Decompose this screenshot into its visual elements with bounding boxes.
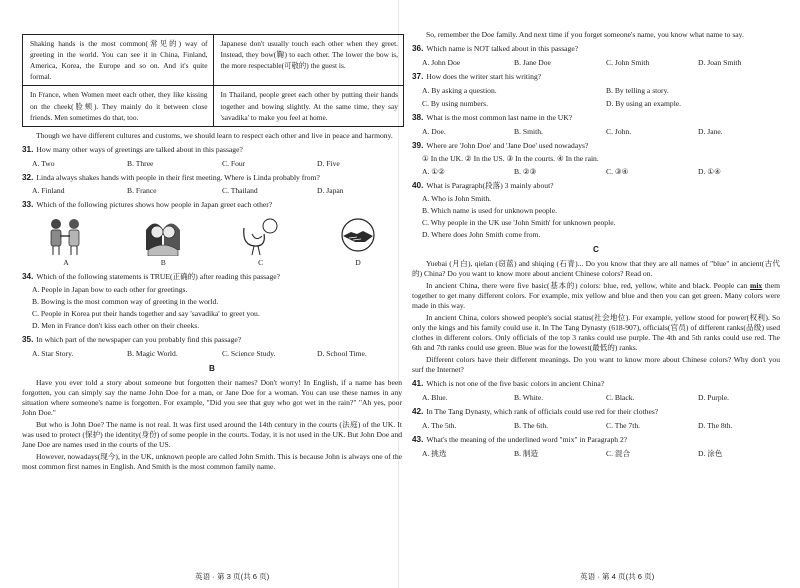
option[interactable]: A. Star Story. bbox=[32, 349, 74, 359]
option[interactable]: A. ①② bbox=[422, 167, 445, 177]
cheek-kiss-icon bbox=[140, 216, 186, 256]
option[interactable]: D. Jane. bbox=[698, 126, 723, 136]
option[interactable]: B. ②③ bbox=[514, 167, 537, 177]
underlined-word: mix bbox=[750, 281, 763, 291]
question-33 bbox=[22, 200, 402, 268]
question-number: 35. bbox=[22, 335, 34, 345]
option[interactable]: A. People in Japan bow to each other for greetings. bbox=[32, 285, 188, 295]
option[interactable]: C. The 7th. bbox=[606, 420, 641, 430]
question-text: How does the writer start his writing? bbox=[426, 71, 542, 81]
question-42 bbox=[412, 407, 780, 431]
table-cell: Shaking hands is the most common(常见的) way of greeting in the world. You can see it in China, Finland, America, Korea, the Europe and so on. And it's quite formal. bbox=[23, 35, 214, 86]
text-run: them together to get many different colors. For example, mix yellow and blue and then you can get green. Many colors were made in this way. bbox=[412, 281, 780, 311]
question-38 bbox=[412, 113, 780, 137]
question-text: Where are 'John Doe' and 'Jane Doe' used nowadays? bbox=[426, 140, 589, 150]
option[interactable]: B. 制造 bbox=[514, 448, 539, 458]
option[interactable]: A. The 5th. bbox=[422, 420, 457, 430]
page-footer-right: 英语 · 第 4 页(共 6 页) bbox=[580, 572, 655, 581]
picture-label: D bbox=[355, 258, 361, 268]
option[interactable]: D. Japan bbox=[317, 186, 344, 196]
question-number: 37. bbox=[412, 71, 424, 81]
picture-option-b[interactable] bbox=[133, 216, 193, 268]
question-number: 34. bbox=[22, 272, 34, 282]
question-number: 39. bbox=[412, 140, 424, 150]
left-page bbox=[22, 0, 402, 474]
option[interactable]: C. John Smith bbox=[606, 57, 650, 67]
question-number: 38. bbox=[412, 112, 424, 122]
option[interactable]: C. By using numbers. bbox=[422, 98, 489, 108]
question-39 bbox=[412, 141, 780, 178]
option[interactable]: B. Three bbox=[127, 158, 154, 168]
passage-c-paragraph: In ancient China, colors showed people's social status(社会地位). For example, yellow stood for power(权利). So only the kings and his family could use it. In The Tang Dynasty (618-907), officials(官员) of different ranks(品级) used clothes in different colors. Only officials of the top 3 ranks could use purple. The 4th and 5th ranks could use red. The 6th and 7th ranks could use green. Blue was for the lowest(最低的) ranks. bbox=[412, 313, 780, 353]
option[interactable]: C. Black. bbox=[606, 393, 635, 403]
option[interactable]: D. Purple. bbox=[698, 393, 730, 403]
option[interactable]: D. 涂色 bbox=[698, 448, 723, 458]
picture-option-c[interactable] bbox=[231, 216, 291, 268]
statement-list: ① In the UK. ② In the US. ③ In the courts. ④ In the rain. bbox=[422, 154, 599, 164]
picture-option-d[interactable] bbox=[328, 216, 388, 268]
question-37 bbox=[412, 72, 780, 109]
option[interactable]: D. Where does John Smith come from. bbox=[422, 230, 541, 240]
picture-label: C bbox=[258, 258, 264, 268]
option[interactable]: A. John Doe bbox=[422, 57, 461, 67]
option[interactable]: A. 挑选 bbox=[422, 448, 447, 458]
passage-b-paragraph: However, nowadays(现今), in the UK, unknown people are called John Smith. This is because John is always one of the most common first names in English. And Smith is the most common family name. bbox=[22, 451, 402, 471]
option[interactable]: C. John. bbox=[606, 126, 632, 136]
question-41 bbox=[412, 379, 780, 403]
handshake-icon bbox=[335, 216, 381, 256]
question-40 bbox=[412, 181, 780, 240]
option[interactable]: A. Doe. bbox=[422, 126, 446, 136]
passage-b-paragraph: But who is John Doe? The name is not real. It was first used around the 14th century in the courts (法庭) of the UK. It was used to protect (保护) the identity(身份) of some people in the courts. Today, it is not used in the UK. But John Doe and Jane Doe are names used in the courts of the US. bbox=[22, 419, 402, 449]
passage-c-paragraph bbox=[412, 281, 780, 311]
question-text: Linda always shakes hands with people in their first meeting. Where is Linda probably from? bbox=[36, 172, 320, 182]
option[interactable]: D. Joan Smith bbox=[698, 57, 742, 67]
option[interactable]: D. The 8th. bbox=[698, 420, 733, 430]
option[interactable]: A. By asking a question. bbox=[422, 85, 497, 95]
question-text: In which part of the newspaper can you probably find this passage? bbox=[36, 335, 242, 345]
question-text: Which of the following pictures shows how people in Japan greet each other? bbox=[36, 200, 273, 210]
question-number: 32. bbox=[22, 172, 34, 182]
section-heading-c: C bbox=[593, 245, 599, 255]
option[interactable]: C. Why people in the UK use 'John Smith' for unknown people. bbox=[422, 218, 616, 228]
question-number: 40. bbox=[412, 181, 424, 191]
option[interactable]: C. ③④ bbox=[606, 167, 629, 177]
question-text: Which is not one of the five basic colors in ancient China? bbox=[426, 379, 605, 389]
option[interactable]: B. Magic World. bbox=[127, 349, 178, 359]
question-number: 31. bbox=[22, 144, 34, 154]
question-text: What's the meaning of the underlined word "mix" in Paragraph 2? bbox=[426, 435, 628, 444]
question-text: How many other ways of greetings are talked about in this passage? bbox=[36, 144, 243, 154]
text-run: In ancient China, there were five basic(基本的) colors: blue, red, yellow, white and black. People can bbox=[426, 281, 750, 291]
option[interactable]: D. Five bbox=[317, 158, 340, 168]
option[interactable]: B. Jane Doe bbox=[514, 57, 551, 67]
option[interactable]: B. White. bbox=[514, 393, 544, 403]
section-heading-b: B bbox=[209, 364, 215, 374]
table-cell: Japanese don't usually touch each other when they greet. Instead, they bow(鞠) to each other. The lower the bow is, the more respectable(可敬的) the guest is. bbox=[213, 35, 404, 86]
option[interactable]: A. Blue. bbox=[422, 393, 448, 403]
passage-c-paragraph: Different colors have their different meanings. Do you want to know more about Chinese colors? Why don't you surf the Internet? bbox=[412, 355, 780, 375]
option[interactable]: C. Thailand bbox=[222, 186, 258, 196]
intro-paragraph: Though we have different cultures and customs, we should learn to respect each other and live in peace and harmony. bbox=[36, 130, 393, 140]
greetings-table bbox=[22, 34, 404, 127]
question-35 bbox=[22, 335, 402, 359]
table-cell: In Thailand, people greet each other by putting their hands together and bowing slightly. At the same time, they say 'savadika' to make you feel at home. bbox=[213, 86, 404, 126]
question-34 bbox=[22, 272, 402, 331]
right-page bbox=[412, 30, 780, 459]
picture-label: B bbox=[160, 258, 166, 268]
option[interactable]: C. People in Korea put their hands together and say 'savadika' to greet you. bbox=[32, 309, 260, 319]
passage-b-paragraph: Have you ever told a story about someone but forgotten their names? Don't worry! In English, if a name has been forgotten, you can simply say the name John Doe for a man, or Jane Doe for a woman. You can use these names in any situation where someone's name is forgotten. For example, "Did you see that guy who got wet in the rain?" "Ah yes, poor John Doe." bbox=[22, 377, 402, 417]
question-36 bbox=[412, 44, 780, 68]
table-cell: In France, when Women meet each other, they like kissing on the cheek(脸颊). They mainly do it between close friends. Men sometimes do that, too. bbox=[23, 86, 214, 126]
bowing-person-icon bbox=[238, 216, 284, 256]
question-32 bbox=[22, 173, 402, 197]
option[interactable]: B. France bbox=[127, 186, 157, 196]
picture-label: A bbox=[63, 258, 69, 268]
page-footer-left: 英语 · 第 3 页(共 6 页) bbox=[195, 572, 270, 581]
question-43 bbox=[412, 435, 780, 459]
option[interactable]: A. Finland bbox=[32, 186, 65, 196]
option[interactable]: B. Smith. bbox=[514, 126, 543, 136]
option[interactable]: D. ①④ bbox=[698, 167, 721, 177]
question-number: 41. bbox=[412, 379, 424, 389]
question-number: 43. bbox=[412, 435, 424, 444]
question-text: In The Tang Dynasty, which rank of officials could use red for their clothes? bbox=[426, 407, 659, 417]
passage-b-ending: So, remember the Doe family. And next time if you forget someone's name, you know what name to say. bbox=[426, 30, 744, 39]
question-number: 42. bbox=[412, 407, 424, 417]
question-text: What is Paragraph(段落) 3 mainly about? bbox=[426, 181, 554, 191]
question-number: 36. bbox=[412, 44, 424, 54]
question-31 bbox=[22, 145, 402, 169]
option[interactable]: B. Bowing is the most common way of greeting in the world. bbox=[32, 297, 219, 307]
picture-option-a[interactable] bbox=[36, 216, 96, 268]
option[interactable]: D. By using an example. bbox=[606, 98, 682, 108]
question-text: Which name is NOT talked about in this passage? bbox=[426, 44, 579, 54]
option[interactable]: C. Science Study. bbox=[222, 349, 276, 359]
option[interactable]: A. Who is John Smith. bbox=[422, 194, 492, 204]
option[interactable]: D. Men in France don't kiss each other on their cheeks. bbox=[32, 321, 200, 331]
option[interactable]: C. 混合 bbox=[606, 448, 631, 458]
option[interactable]: C. Four bbox=[222, 158, 246, 168]
passage-c-paragraph: Yuebai (月白), qielan (窃蓝) and shiqing (石青)... Do you know that they are all names of "blue" in ancient(古代的) China? Do you want to know more about ancient Chinese colors? Read on. bbox=[412, 259, 780, 279]
option[interactable]: B. Which name is used for unknown people. bbox=[422, 206, 558, 216]
option[interactable]: A. Two bbox=[32, 158, 55, 168]
option[interactable]: D. School Time. bbox=[317, 349, 367, 359]
option[interactable]: B. The 6th. bbox=[514, 420, 549, 430]
handshake-people-icon bbox=[43, 216, 89, 256]
question-text: What is the most common last name in the UK? bbox=[426, 112, 573, 122]
question-text: Which of the following statements is TRUE(正确的) after reading this passage? bbox=[36, 272, 281, 282]
question-number: 33. bbox=[22, 200, 34, 210]
option[interactable]: B. By telling a story. bbox=[606, 85, 669, 95]
